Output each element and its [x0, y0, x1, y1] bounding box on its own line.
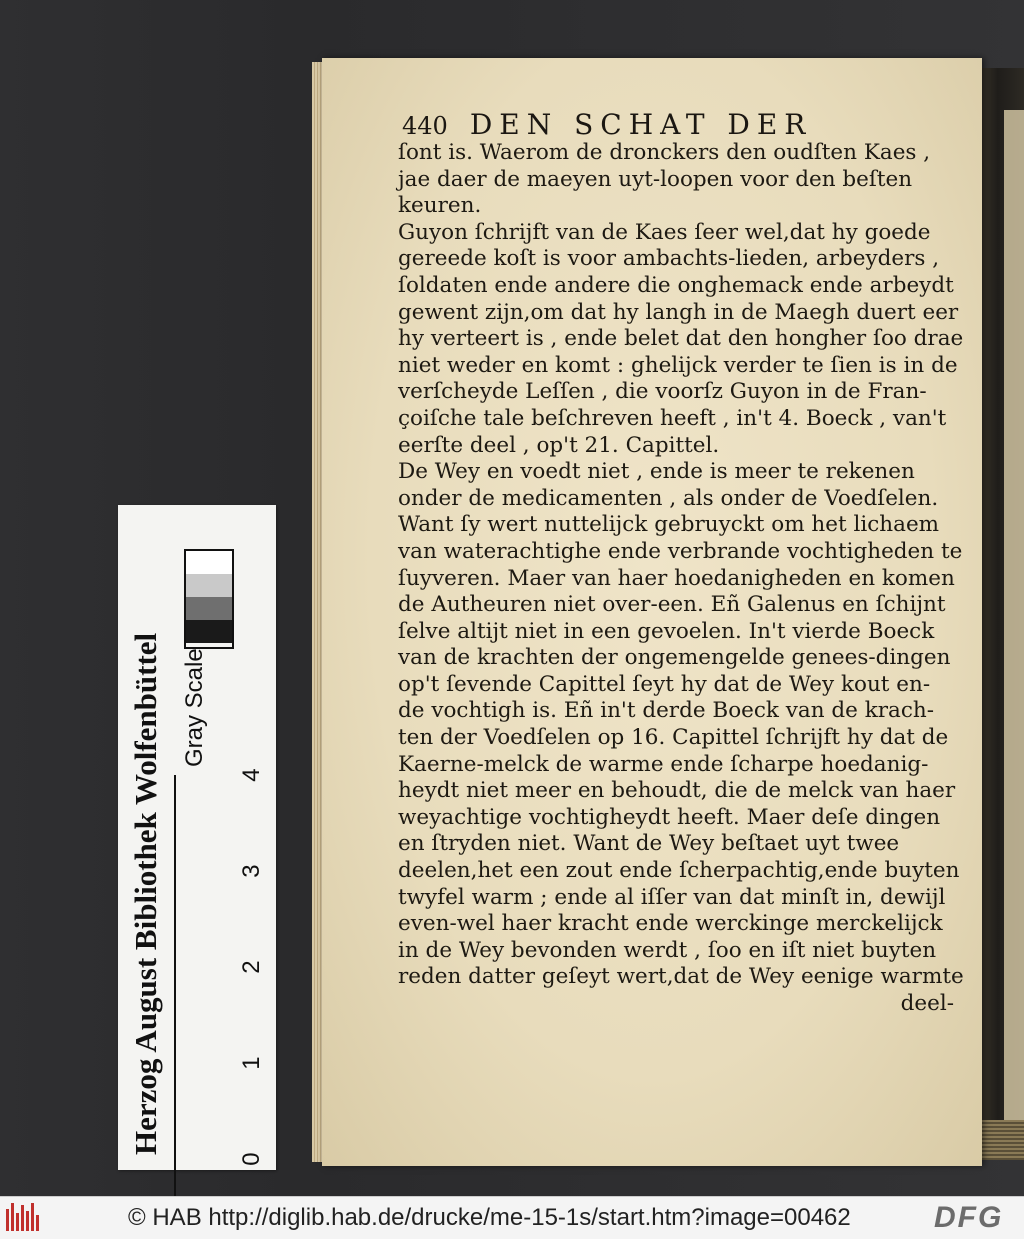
gray-swatch — [186, 551, 232, 574]
text-line: Kaerne-melck de warme ende ſcharpe hoedanig- — [398, 751, 929, 777]
page-text — [398, 140, 964, 1018]
text-line: heydt niet meer en behoudt, die de melck van haer — [398, 778, 956, 804]
scale-number: 0 — [238, 1152, 265, 1166]
text-line: de Autheuren niet over-een. Eñ Galenus en ſchijnt — [398, 592, 946, 618]
gray-swatch — [186, 620, 232, 643]
page-number: 440 — [402, 112, 448, 140]
text-line: ſoldaten ende andere die onghemack ende arbeydt — [398, 272, 954, 298]
text-line: De Wey en voedt niet , ende is meer te rekenen — [398, 459, 915, 485]
library-name: Herzog August Bibliothek Wolfenbüttel — [128, 632, 163, 1155]
scale-number: 4 — [238, 768, 265, 782]
text-line: Want ſy wert nuttelijck gebruyckt om het lichaem — [398, 512, 940, 538]
text-line: in de Wey bevonden werdt , ſoo en iſt niet buyten — [398, 937, 937, 963]
text-line: reden datter geſeyt wert,dat de Wey eenige warmte — [398, 964, 964, 990]
text-line: gereede koſt is voor ambachts-lieden, arbeyders , — [398, 246, 940, 272]
text-line: van waterachtighe ende verbrande vochtigheden te — [398, 538, 963, 564]
color-scale-ruler — [118, 505, 276, 1170]
catchword: deel- — [900, 991, 954, 1016]
text-line: verſcheyde Leſſen , die voorſz Guyon in de Fran- — [398, 379, 927, 405]
text-line: hy verteert is , ende belet dat den hongher ſoo drae — [398, 326, 964, 352]
text-line: op't ſevende Capittel ſeyt hy dat de Wey kout en- — [398, 671, 931, 697]
text-line: weyachtige vochtigheydt heeft. Maer deſe dingen — [398, 804, 941, 830]
text-line: van de krachten der ongemengelde genees-dingen — [398, 645, 951, 671]
copyright-url[interactable]: © HAB http://diglib.hab.de/drucke/me-15-1s/start.htm?image=00462 — [128, 1204, 851, 1231]
text-line: ſont is. Waerom de dronckers den oudſten Kaes , — [398, 140, 931, 165]
text-line: çoiſche tale beſchreven heeft , in't 4. Boeck , van't — [398, 405, 947, 431]
running-head: DEN SCHAT DER — [469, 108, 813, 141]
text-line: deelen,het een zout ende ſcherpachtig,ende buyten — [398, 858, 960, 884]
text-line: ſuyveren. Maer van haer hoedanigheden en komen — [398, 565, 955, 591]
text-line: niet weder en komt : ghelijck verder te ſien is in de — [398, 352, 958, 378]
text-line: twyfel warm ; ende al iſſer van dat minſt in, dewijl — [398, 884, 946, 910]
text-line: gewent zijn,om dat hy langh in de Maegh duert eer — [398, 299, 959, 325]
dfg-logo: DFG — [934, 1201, 1004, 1234]
text-line: ten der Voedſelen op 16. Capittel ſchrijft hy dat de — [398, 725, 949, 751]
text-line: ſelve altijt niet in een gevoelen. In't vierde Boeck — [398, 618, 935, 644]
gray-swatches — [184, 549, 234, 649]
text-line: eerſte deel , op't 21. Capittel. — [398, 432, 720, 458]
scale-number: 1 — [238, 1056, 265, 1070]
scale-number: 2 — [238, 960, 265, 974]
gray-swatch — [186, 597, 232, 620]
text-line: even-wel haer kracht ende werckinge merckelijck — [398, 911, 943, 937]
gray-scale-label: Gray Scale — [181, 648, 208, 767]
text-line: de vochtigh is. Eñ in't derde Boeck van de krach- — [398, 698, 935, 724]
gray-swatch — [186, 574, 232, 597]
book-page-edges-bottom — [980, 1120, 1024, 1160]
scale-tick — [174, 775, 176, 813]
text-line: en ſtryden niet. Want de Wey beſtaet uyt twee — [398, 831, 900, 857]
scale-number: 3 — [238, 864, 265, 878]
text-line: Guyon ſchrijft van de Kaes ſeer wel,dat hy goede — [398, 219, 931, 245]
text-line: keuren. — [398, 193, 482, 219]
page-header — [402, 108, 892, 144]
footer-bar — [0, 1196, 1024, 1239]
text-line: onder de medicamenten , als onder de Voedſelen. — [398, 485, 939, 511]
text-line: jae daer de maeyen uyt-loopen voor den beſten — [398, 166, 913, 192]
hab-logo-icon — [6, 1203, 48, 1233]
facing-page-strip — [1004, 110, 1024, 1150]
centimeter-scale — [172, 768, 265, 1166]
